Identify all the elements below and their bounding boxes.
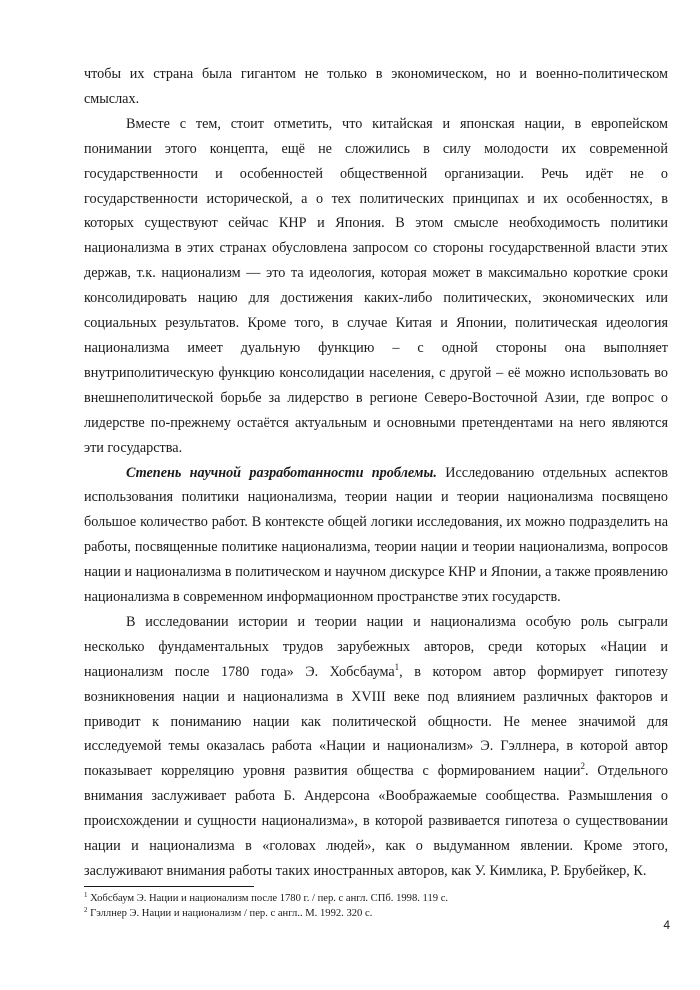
footnote-ref-2[interactable]: 2 [580, 761, 585, 772]
paragraph-continuation: чтобы их страна была гигантом не только в экономическом, но и военно-политическом смыслах. [84, 66, 668, 107]
footnote-2 [84, 906, 668, 921]
paragraph-research-degree-text: Исследованию отдельных аспектов использования политики национализма, теории нации и теории национализма посвящено большое количество работ. В контексте общей логики исследования, их можно подразделить на работы, посвященные политике национализма, теории нации и теории национализма, вопросов нации и национализма в политическом и научном дискурсе КНР и Японии, а также проявлению национализма в современном информационном пространстве этих государств. [84, 464, 668, 606]
body-text [84, 62, 668, 884]
paragraph-foreign-authors-part2: , в котором автор формирует гипотезу возникновения нации и национализма в XVIII веке под влиянием различных факторов и приводит к пониманию нации как политической общности. Не менее значимой для исследуемой темы оказалась работа «Нации и национализм» Э. Гэллнера, в которой автор показывает корреляцию уровня развития общества с формированием нации [84, 663, 668, 780]
footnote-text-2: Гэллнер Э. Нации и национализм / пер. с англ.. М. 1992. 320 с. [87, 908, 373, 919]
footnote-ref-1[interactable]: 1 [394, 661, 400, 672]
paragraph-nations-context: Вместе с тем, стоит отметить, что китайская и японская нации, в европейском понимании этого концепта, ещё не сложились в силу молодости их современной государственности и особенностей общественной организации. Речь идёт не о государственности исторической, а о тех политических принципах и их особенностях, в которых существуют сейчас КНР и Япония. В этом смысле необходимость политики национализма в этих странах обусловлена запросом со стороны государственной власти этих держав, т.к. национализм — это та идеология, которая может в максимально короткие сроки консолидировать нацию для достижения каких-либо политических, экономических или социальных результатов. Кроме того, в случае Китая и Японии, политическая идеология национализма имеет дуальную функцию – с одной стороны она выполняет внутриполитическую функцию консолидации населения, с другой – её можно использовать во внешнеполитической борьбе за лидерство в регионе Северо-Восточной Азии, где вопрос о лидерстве по-прежнему остаётся актуальным и основными претендентами на него являются эти государства. [84, 115, 668, 456]
page-number: 4 [663, 918, 670, 932]
footnote-mark-2: 2 [84, 906, 88, 914]
footnote-text-1: Хобсбаум Э. Нации и национализм после 1780 г. / пер. с англ. СПб. 1998. 119 с. [87, 893, 449, 904]
paragraph-research-degree [84, 461, 668, 610]
paragraph-foreign-authors-part1: В исследовании истории и теории нации и национализма особую роль сыграли несколько фундаментальных трудов зарубежных авторов, среди которых «Нации и национализм после 1780 года» Э. Хобсбаума [84, 613, 668, 680]
paragraph-lead-heading: Степень научной разработанности проблемы. [126, 464, 437, 481]
footnote-divider [84, 886, 254, 887]
footnotes [84, 891, 668, 921]
paragraph-foreign-authors [84, 610, 668, 884]
footnote-1 [84, 891, 668, 906]
paragraph-foreign-authors-part3: . Отдельного внимания заслуживает работа Б. Андерсона «Воображаемые сообщества. Размышления о происхождении и сущности национализма», в которой развивается гипотеза о существовании нации и национализма в «головах людей», как о выдуманном явлении. Кроме этого, заслуживают внимания работы таких иностранных авторов, как У. Кимлика, Р. Брубейкер, К. [84, 763, 668, 879]
footnote-mark-1: 1 [84, 891, 88, 899]
